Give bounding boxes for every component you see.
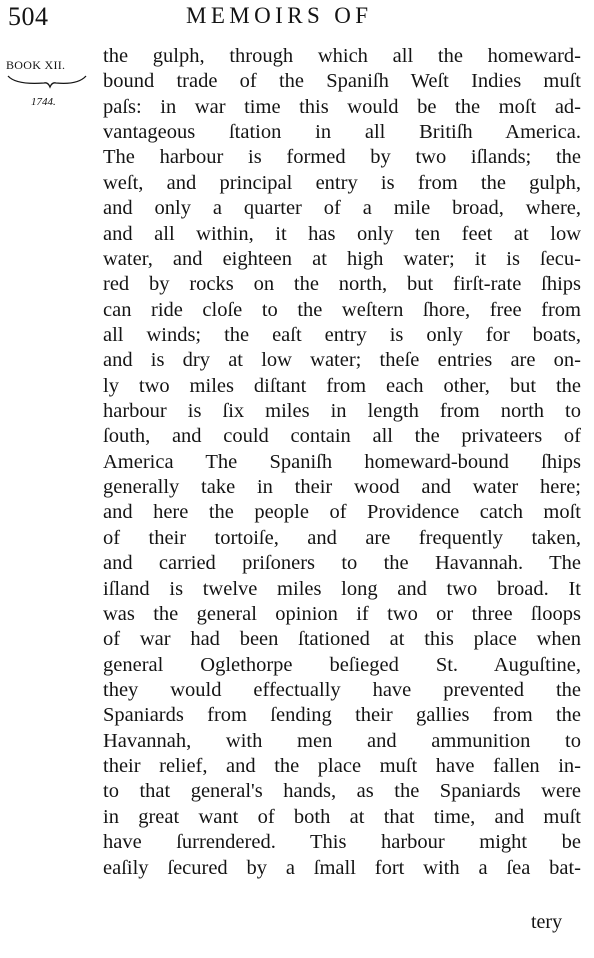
text-line: America The Spaniſh homeward-bound ſhips <box>103 450 581 473</box>
marginal-note <box>6 58 88 108</box>
margin-book-label: BOOK XII. <box>6 58 66 72</box>
text-line: bound trade of the Spaniſh Weſt Indies muſt <box>103 70 581 93</box>
text-line: eaſily ſecured by a ſmall fort with a ſea bat- <box>103 856 581 879</box>
text-line: Havannah, with men and ammunition to <box>103 729 581 752</box>
text-line: was the general opinion if two or three ſloops <box>103 602 581 625</box>
text-line: and is dry at low water; theſe entries are on- <box>103 349 581 372</box>
text-line: red by rocks on the north, but firſt-rate ſhips <box>103 273 581 296</box>
text-line: and only a quarter of a mile broad, where, <box>103 197 581 220</box>
text-line: iſland is twelve miles long and two broad. It <box>103 577 581 600</box>
text-line: to that general's hands, as the Spaniards were <box>103 780 581 803</box>
text-line: generally take in their wood and water here; <box>103 476 581 499</box>
text-line: can ride cloſe to the weſtern ſhore, free from <box>103 298 581 321</box>
catchword: tery <box>531 911 563 933</box>
text-line: the gulph, through which all the homeward- <box>103 45 581 67</box>
margin-year: 1744. <box>31 96 56 108</box>
text-line: of their tortoiſe, and are frequently taken, <box>103 526 581 549</box>
text-line: ſouth, and could contain all the privateers of <box>103 425 581 448</box>
text-line: and all within, it has only ten feet at low <box>103 222 581 245</box>
text-line: Spaniards from ſending their gallies from the <box>103 704 581 727</box>
text-line: of war had been ſtationed at this place when <box>103 628 581 651</box>
text-line: in great want of both at that time, and muſt <box>103 805 581 828</box>
text-line: paſs: in war time this would be the moſt ad- <box>103 95 581 118</box>
text-line: have ſurrendered. This harbour might be <box>103 831 581 854</box>
page-number: 504 <box>8 2 49 31</box>
text-line: all winds; the eaſt entry is only for boats, <box>103 323 581 346</box>
text-line: and here the people of Providence catch moſt <box>103 501 581 524</box>
body-text <box>103 44 581 881</box>
running-head: MEMOIRS OF <box>186 3 373 28</box>
text-line: vantageous ſtation in all Britiſh America. <box>103 121 581 144</box>
text-line: water, and eighteen at high water; it is ſecu- <box>103 247 581 270</box>
text-line: ly two miles diſtant from each other, but the <box>103 374 581 397</box>
text-line: harbour is ſix miles in length from north to <box>103 400 581 423</box>
text-line: weſt, and principal entry is from the gulph, <box>103 171 581 194</box>
text-line: general Oglethorpe beſieged St. Auguſtine, <box>103 653 581 676</box>
text-line: their relief, and the place muſt have fallen in- <box>103 755 581 778</box>
text-line: and carried priſoners to the Havannah. The <box>103 552 581 575</box>
brace-ornament-icon <box>6 73 88 89</box>
text-line: The harbour is formed by two iſlands; the <box>103 146 581 169</box>
text-line: they would effectually have prevented the <box>103 678 581 701</box>
